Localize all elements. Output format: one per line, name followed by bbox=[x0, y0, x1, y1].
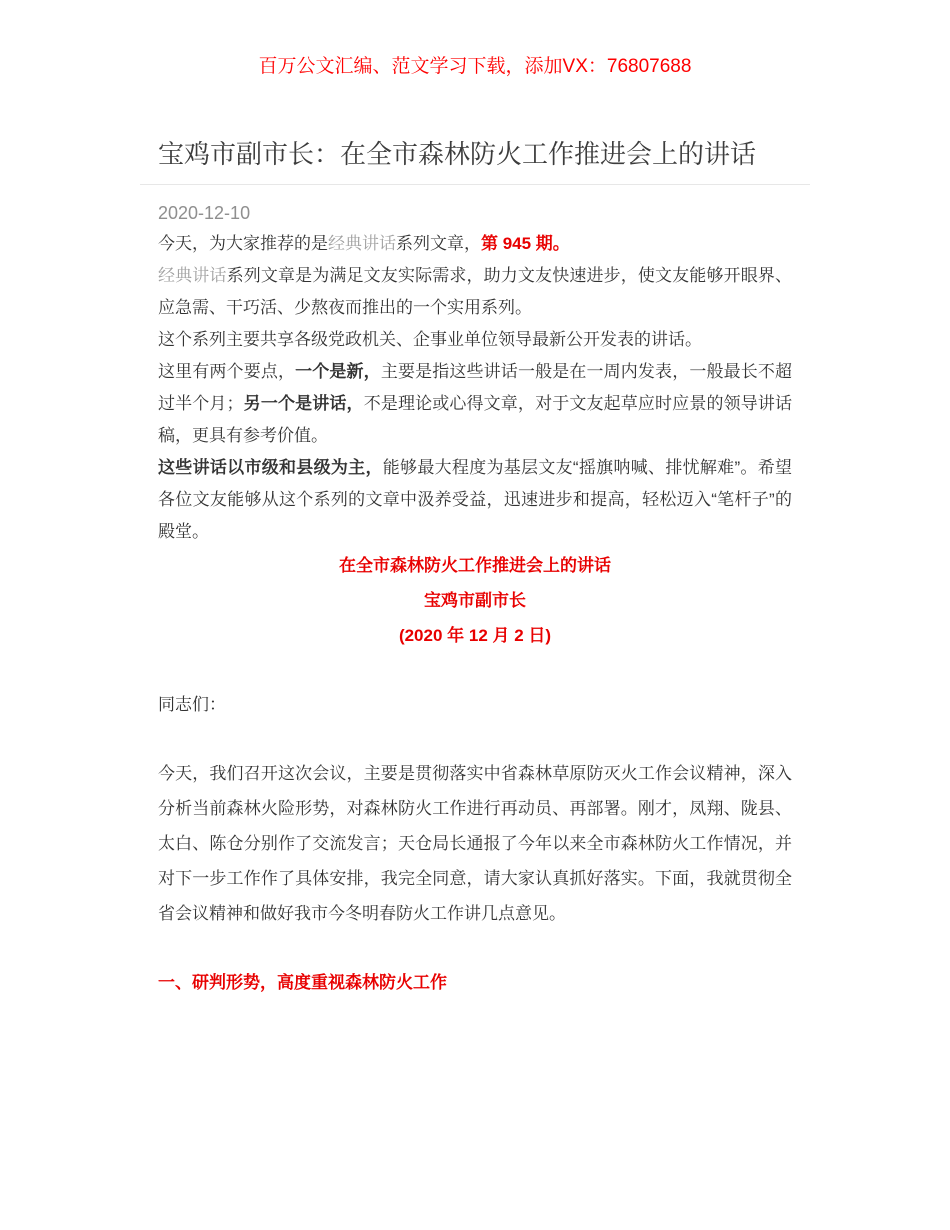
speech-headings bbox=[158, 548, 792, 653]
speech-paragraph: 今天，我们召开这次会议，主要是贯彻落实中省森林草原防灭火工作会议精神，深入分析当前森林火险形势，对森林防火工作进行再动员、再部署。刚才，凤翔、陇县、太白、陈仓分别作了交流发言；天仓局长通报了今年以来全市森林防火工作情况，并对下一步工作作了具体安排，我完全同意，请大家认真抓好落实。下面，我就贯彻全省会议精神和做好我市今冬明春防火工作讲几点意见。 bbox=[158, 764, 792, 923]
inline-link[interactable]: 经典讲话 bbox=[328, 234, 396, 253]
intro-paragraph bbox=[158, 228, 792, 260]
intro-paragraph bbox=[158, 324, 792, 356]
speech-section bbox=[140, 548, 810, 1000]
intro-paragraph bbox=[158, 356, 792, 452]
text-run: 这里有两个要点， bbox=[158, 362, 296, 381]
inline-link[interactable]: 经典讲话 bbox=[158, 266, 227, 285]
text-run: 系列文章， bbox=[396, 234, 481, 253]
intro-paragraph bbox=[158, 260, 792, 324]
text-run: 这些讲话以市级和县级为主， bbox=[158, 458, 383, 477]
intro-section bbox=[140, 228, 810, 548]
text-run: 能够最大程度为基层文友“摇旗呐喊、排忧解难”。希望各位文友能够从这个系列的文章中汲养受益，迅速进步和提高，轻松迈入“笔杆子”的殿堂。 bbox=[158, 458, 792, 541]
speech-salutation: 同志们： bbox=[158, 695, 226, 714]
text-run: 第 945 期。 bbox=[481, 234, 570, 253]
promo-banner: 百万公文汇编、范文学习下载，添加VX：76807688 bbox=[258, 56, 692, 77]
page-title: 宝鸡市副市长：在全市森林防火工作推进会上的讲话 bbox=[140, 136, 810, 185]
text-run: 另一个是讲话， bbox=[243, 394, 364, 413]
text-run: 系列文章是为满足文友实际需求，助力文友快速进步，使文友能够开眼界、应急需、干巧活、少熬夜而推出的一个实用系列。 bbox=[158, 266, 793, 317]
text-run: 这个系列主要共享各级党政机关、企事业单位领导最新公开发表的讲话。 bbox=[158, 330, 702, 349]
article-date: 2020-12-10 bbox=[158, 203, 251, 223]
speech-date: (2020 年 12 月 2 日) bbox=[398, 626, 552, 645]
text-run: 今天，为大家推荐的是 bbox=[158, 234, 328, 253]
intro-paragraph bbox=[158, 452, 792, 548]
speech-title: 在全市森林防火工作推进会上的讲话 bbox=[339, 556, 611, 575]
text-run: 不是理论或心得文章，对于文友起草应时应景的领导讲话稿，更具有参考价值。 bbox=[158, 394, 793, 445]
text-run: 主要是指这些讲话一般是在一周内发表，一般最长不超过半个月； bbox=[158, 362, 793, 413]
speech-author: 宝鸡市副市长 bbox=[424, 591, 526, 610]
section-1-heading: 一、研判形势，高度重视森林防火工作 bbox=[158, 973, 447, 992]
article-container bbox=[140, 136, 810, 1000]
text-run: 一个是新， bbox=[295, 362, 381, 381]
